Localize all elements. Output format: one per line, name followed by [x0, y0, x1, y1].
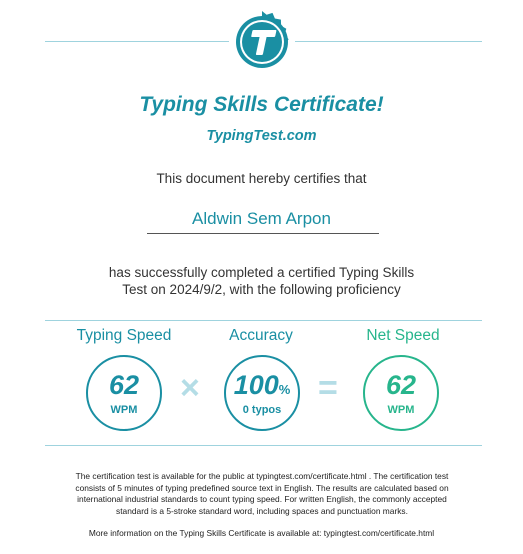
description-line-1: The certification test is available for the public at typingtest.com/certificate.html . The certification test — [75, 471, 449, 481]
typing-speed-value: 62 — [108, 370, 140, 400]
recipient-underline — [147, 233, 379, 234]
multiply-icon: × — [180, 369, 200, 407]
accuracy-value-wrap — [226, 370, 298, 405]
description-line-2: consists of 5 minutes of typing predefined source text in English. The results are calculated based on — [75, 482, 449, 493]
net-speed-label: Net Speed — [366, 327, 440, 344]
completion-line-1: has successfully completed a certified Typing Skills — [108, 265, 415, 280]
completion-line-2: Test on 2024/9/2, with the following proficiency — [122, 282, 401, 297]
recipient-name: Aldwin Sem Arpon — [192, 209, 331, 228]
certification-description — [48, 471, 476, 517]
results-top-divider — [45, 320, 482, 321]
accuracy-typos: 0 typos — [242, 404, 282, 416]
completion-statement — [0, 264, 523, 298]
seal-badge-icon — [229, 9, 295, 75]
net-speed-circle — [363, 355, 439, 431]
net-speed-unit: WPM — [387, 404, 415, 416]
typing-speed-unit: WPM — [110, 404, 138, 416]
equals-icon: = — [318, 369, 338, 407]
more-info-text: More information on the Typing Skills Certificate is available at: typingtest.com/certificate.html — [88, 528, 435, 538]
accuracy-percent-sign: % — [278, 382, 291, 397]
certificate-title: Typing Skills Certificate! — [139, 93, 384, 116]
accuracy-circle — [224, 355, 300, 431]
typing-speed-label: Typing Speed — [76, 327, 172, 344]
description-line-4: standard is a 5-stroke standard word, including spaces and punctuation marks. — [116, 505, 408, 516]
certificate-issuer: TypingTest.com — [206, 128, 317, 144]
typing-speed-circle — [86, 355, 162, 431]
description-line-3: international industrial standards to count typing speed. For written English, the commonly accepted — [77, 494, 447, 504]
certifies-text: This document hereby certifies that — [156, 171, 367, 186]
results-bottom-divider — [45, 445, 482, 446]
net-speed-value: 62 — [385, 370, 417, 400]
accuracy-value: 100 — [233, 370, 279, 400]
accuracy-label: Accuracy — [229, 327, 293, 344]
